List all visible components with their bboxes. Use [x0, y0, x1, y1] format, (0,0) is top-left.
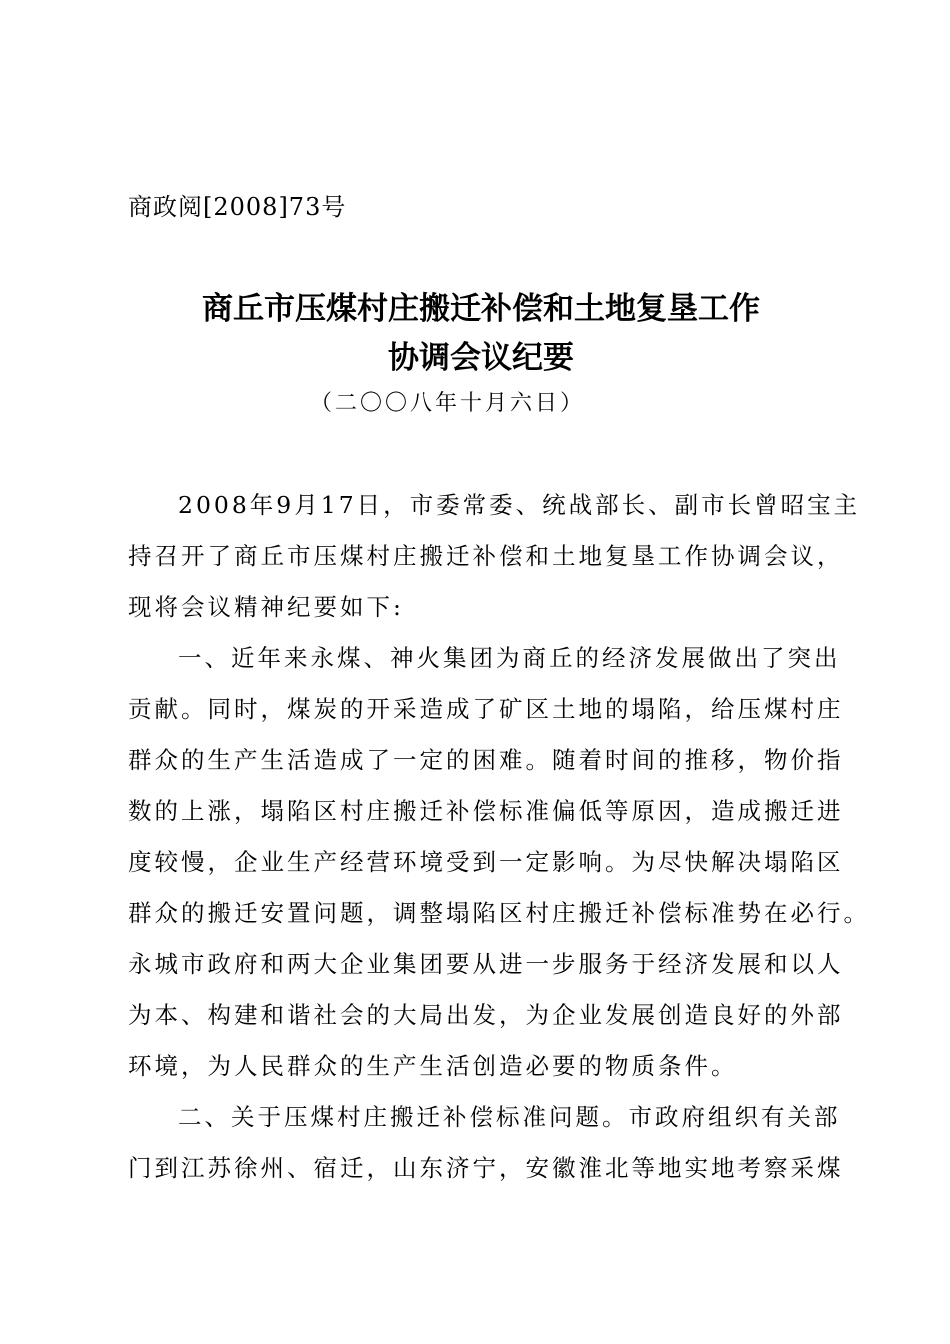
paragraph-line: 现将会议精神纪要如下:: [128, 593, 404, 621]
paragraph-line: 数的上涨，塌陷区村庄搬迁补偿标准偏低等原因，造成搬迁进: [128, 797, 844, 825]
paragraph-line: 贡献。同时，煤炭的开采造成了矿区土地的塌陷，给压煤村庄: [128, 695, 844, 723]
document-title-line-1: 商丘市压煤村庄搬迁补偿和土地复垦工作: [202, 291, 760, 327]
paragraph-line: 一、近年来永煤、神火集团为商丘的经济发展做出了突出: [178, 644, 841, 672]
paragraph-line: 二、关于压煤村庄搬迁补偿标准问题。市政府组织有关部: [178, 1103, 841, 1131]
paragraph-line: 2008年9月17日，市委常委、统战部长、副市长曾昭宝主: [178, 491, 861, 519]
document-date: （二〇〇八年十月六日）: [310, 391, 586, 416]
paragraph-line: 为本、构建和谐社会的大局出发，为企业发展创造良好的外部: [128, 1001, 844, 1029]
paragraph-line: 环境，为人民群众的生产生活创造必要的物质条件。: [128, 1052, 738, 1080]
document-body: [128, 480, 870, 1194]
paragraph-line: 门到江苏徐州、宿迁，山东济宁，安徽淮北等地实地考察采煤: [128, 1154, 844, 1182]
paragraph-line: 永城市政府和两大企业集团要从进一步服务于经济发展和以人: [128, 950, 844, 978]
paragraph-line: 群众的生产生活造成了一定的困难。随着时间的推移，物价指: [128, 746, 844, 774]
paragraph-line: 度较慢，企业生产经营环境受到一定影响。为尽快解决塌陷区: [128, 848, 844, 876]
document-title-line-2: 协调会议纪要: [388, 340, 574, 376]
document-number: 商政阅[2008]73号: [128, 193, 347, 221]
paragraph-line: 持召开了商丘市压煤村庄搬迁补偿和土地复垦工作协调会议，: [128, 542, 844, 570]
paragraph-line: 群众的搬迁安置问题，调整塌陷区村庄搬迁补偿标准势在必行。: [128, 899, 870, 927]
